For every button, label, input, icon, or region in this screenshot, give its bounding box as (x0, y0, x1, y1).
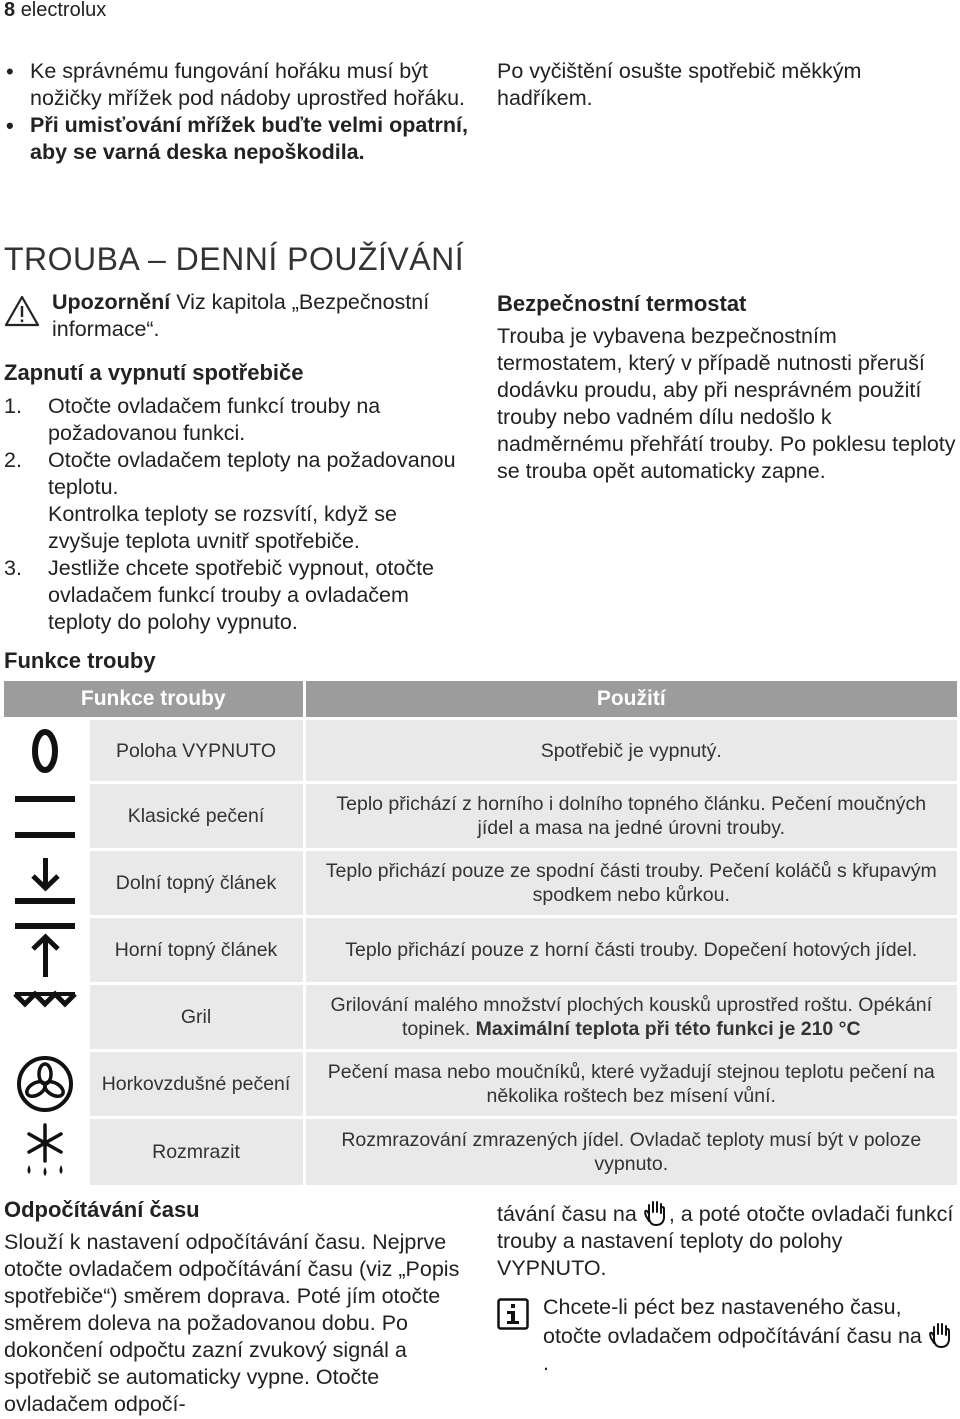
warning-label: Upozornění (52, 290, 171, 314)
hand-stop-icon (928, 1321, 954, 1349)
function-name: Horkovzdušné pečení (88, 1051, 304, 1118)
table-row (4, 1118, 957, 1185)
function-name: Klasické pečení (88, 783, 304, 850)
function-use: Spotřebič je vypnutý. (304, 719, 957, 783)
warning-triangle-icon (4, 295, 40, 327)
info-text: Chcete-li péct bez nastaveného času, otočte ovladačem odpočítávání času na (543, 1295, 922, 1348)
function-use: Teplo přichází pouze ze spodní části trouby. Pečení koláčů s křupavým spodkem nebo kůrkou. (304, 850, 957, 917)
column-header-function: Funkce trouby (4, 681, 304, 719)
countdown-continued-text-2: , a poté otočte ovladači funkcí trouby a nastavení teploty do polohy VYPNUTO. (497, 1202, 954, 1280)
step-text: Otočte ovladačem funkcí trouby na požadovanou funkci. (48, 394, 381, 445)
icon-cell (4, 984, 88, 1051)
defrost-icon (20, 1121, 70, 1183)
table-row (4, 850, 957, 917)
intro-bullet-list (4, 58, 472, 166)
countdown-continued-text: távání času na (497, 1202, 637, 1226)
brand-name: electrolux (20, 0, 107, 21)
step-number: 3. (4, 556, 22, 580)
thermostat-text: Trouba je vybavena bezpečnostním termostatem, který v případě nutnosti přeruší dodávku proudu, aby při nesprávném použití trouby nebo vadném dílu nedošlo k nadměrnému přehřátí trouby. Po poklesu teploty se trouba opět automaticky zapne. (497, 324, 956, 483)
function-use-bold: Maximální teplota při této funkci je 210 °C (475, 1018, 861, 1040)
icon-cell (4, 850, 88, 917)
page-header (4, 0, 106, 22)
function-use: Rozmrazování zmrazených jídel. Ovladač teploty musí být v poloze vypnuto. (304, 1118, 957, 1185)
list-item (4, 555, 474, 636)
icon-cell (4, 917, 88, 984)
function-name: Horní topný článek (88, 917, 304, 984)
page-number: 8 (4, 0, 16, 21)
grill-icon (13, 988, 77, 1046)
table-row (4, 719, 957, 783)
bottom-heat-icon (13, 854, 77, 912)
step-number: 1. (4, 394, 22, 418)
function-name: Rozmrazit (88, 1118, 304, 1185)
function-use: Teplo přichází z horního i dolního topného článku. Pečení moučných jídel a masa na jedné úrovni trouby. (304, 783, 957, 850)
on-off-steps (4, 393, 474, 636)
icon-cell (4, 1118, 88, 1185)
step-number: 2. (4, 448, 22, 472)
list-item (4, 393, 474, 447)
list-item (4, 447, 474, 555)
off-position-icon (25, 725, 65, 777)
column-header-use: Použití (304, 681, 957, 719)
icon-cell (4, 1051, 88, 1118)
info-end: . (543, 1351, 549, 1375)
table-row (4, 1051, 957, 1118)
table-row (4, 917, 957, 984)
icon-cell (4, 783, 88, 850)
function-use: Teplo přichází pouze z horní části trouby. Dopečení hotových jídel. (304, 917, 957, 984)
function-name: Dolní topný článek (88, 850, 304, 917)
countdown-continued (497, 1199, 957, 1282)
hand-stop-icon (643, 1199, 669, 1227)
on-off-title: Zapnutí a vypnutí spotřebiče (4, 360, 304, 385)
function-name: Gril (88, 984, 304, 1051)
table-header-row (4, 681, 957, 719)
step-text: Jestliže chcete spotřebič vypnout, otočte ovladačem funkcí trouby a ovladačem teploty do polohy vypnuto. (48, 556, 435, 634)
fan-heating-icon (15, 1054, 75, 1114)
conventional-heating-icon (13, 788, 77, 844)
icon-cell (4, 719, 88, 783)
list-item: • Při umisťování mřížek buďte velmi opatrní, aby se varná deska nepoškodila. (4, 112, 472, 166)
warning-text: Viz kapitola „Bezpečnostní informace“. (52, 290, 430, 341)
function-name: Poloha VYPNUTO (88, 719, 304, 783)
section-title: TROUBA – DENNÍ POUŽÍVÁNÍ (4, 241, 465, 277)
list-item: • Ke správnému fungování hořáku musí být nožičky mřížek pod nádoby uprostřed hořáku. (4, 58, 472, 112)
step-text: Otočte ovladačem teploty na požadovanou teplotu. (48, 448, 456, 499)
right-intro-text: Po vyčištění osušte spotřebič měkkým hadříkem. (497, 59, 862, 110)
info-icon (497, 1298, 529, 1330)
function-use: Pečení masa nebo moučníků, které vyžadují stejnou teplotu pečení na několika roštech bez mísení vůní. (304, 1051, 957, 1118)
thermostat-title: Bezpečnostní termostat (497, 291, 747, 316)
oven-functions-table (4, 681, 957, 1185)
countdown-title: Odpočítávání času (4, 1197, 200, 1222)
table-row (4, 783, 957, 850)
step-note: Kontrolka teploty se rozsvítí, když se zvyšuje teplota uvnitř spotřebiče. (48, 502, 397, 553)
function-use (304, 984, 957, 1051)
function-use-text: Grilování malého množství plochých kousků uprostřed roštu. Opékání topinek. (330, 994, 933, 1040)
table-row (4, 984, 957, 1051)
countdown-text: Slouží k nastavení odpočítávání času. Nejprve otočte ovladačem odpočítávání času (viz „Popis spotřebiče“) směrem doprava. Poté jím otočte směrem doleva na požadovanou dobu. Po dokončení odpočtu zazní zvukový signál a spotřebič se automaticky vypne. Otočte ovladačem odpočí- (4, 1230, 460, 1416)
functions-title: Funkce trouby (4, 648, 156, 673)
top-heat-icon (13, 919, 77, 981)
